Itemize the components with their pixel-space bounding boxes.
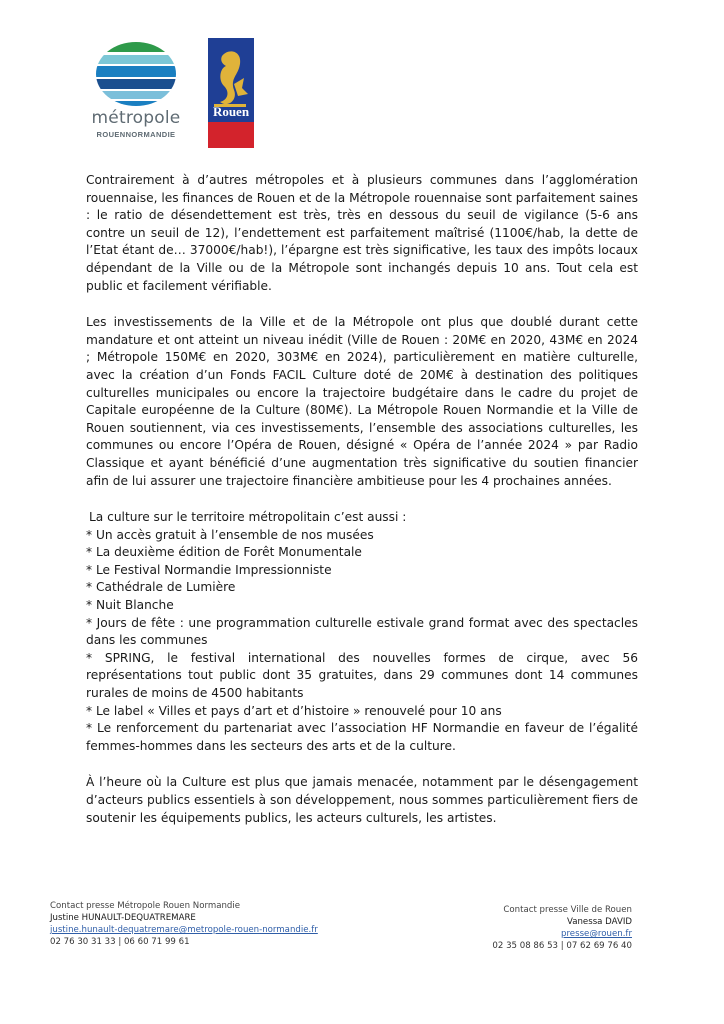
- list-item: * Un accès gratuit à l’ensemble de nos musées: [86, 527, 374, 542]
- paragraph-conclusion: À l’heure où la Culture est plus que jamais menacée, notamment par le désengagement d’acteurs publics essentiels à son développement, nous sommes particulièrement fiers de soutenir les équipements publics, les acteurs culturels, les artistes.: [86, 775, 638, 825]
- contact-name: Justine HUNAULT-DEQUATREMARE: [50, 913, 196, 923]
- contact-title: Contact presse Métropole Rouen Normandie: [50, 901, 241, 911]
- list-item: * Le renforcement du partenariat avec l’association HF Normandie en faveur de l’égalité femmes-hommes dans les secteurs des arts et de la culture.: [86, 721, 638, 753]
- contact-name: Vanessa DAVID: [567, 917, 632, 927]
- metropole-logo-icon: [86, 38, 186, 144]
- rouen-logo-icon: [208, 38, 254, 148]
- list-item: * La deuxième édition de Forêt Monumentale: [86, 545, 362, 560]
- header-logos: [0, 0, 724, 160]
- metropole-wordmark: métropole: [91, 108, 181, 128]
- rouen-wordmark: Rouen: [212, 104, 250, 119]
- paragraph-finances: Contrairement à d’autres métropoles et à plusieurs communes dans l’agglomération rouennaise, les finances de Rouen et de la Métropole rouennaise sont parfaitement saines : le ratio de désendettement est très, très en dessous du seuil de vigilance (5-6 ans contre un seuil de 12), l’endettement est parfaitement maîtrisé (1100€/hab, la dette de l’Etat étant de… 37000€/hab!), l’épargne est très significative, les taux des impôts locaux dépendant de la Ville ou de la Métropole sont inchangés depuis 10 ans. Tout cela est public et facilement vérifiable.: [86, 173, 638, 293]
- list-item: * Jours de fête : une programmation culturelle estivale grand format avec des spectacles dans les communes: [86, 615, 638, 648]
- contact-email-link[interactable]: justine.hunault-dequatremare@metropole-rouen-normandie.fr: [50, 925, 318, 935]
- contact-email-link[interactable]: presse@rouen.fr: [561, 929, 632, 939]
- document-body: [86, 172, 638, 846]
- list-item: * Cathédrale de Lumière: [86, 580, 236, 595]
- contact-phone: 02 76 30 31 33 | 06 60 71 99 61: [50, 937, 190, 947]
- contact-title: Contact presse Ville de Rouen: [503, 905, 632, 915]
- metropole-subtitle: ROUENNORMANDIE: [96, 130, 176, 139]
- list-item: * Le label « Villes et pays d’art et d’histoire » renouvelé pour 10 ans: [86, 703, 502, 718]
- list-item: * SPRING, le festival international des nouvelles formes de cirque, avec 56 représentations tout public dont 35 gratuites, dans 29 communes dont 14 communes rurales de moins de 4500 habitants: [86, 650, 638, 701]
- paragraph-investments: Les investissements de la Ville et de la Métropole ont plus que doublé durant cette mandature et ont atteint un niveau inédit (Ville de Rouen : 20M€ en 2020, 43M€ en 2024 ; Métropole 150M€ en 2020, 303M€ en 2024), particulièrement en matière culturelle, avec la création d’un Fonds FACIL Culture doté de 20M€ à destination des politiques culturelles municipales ou encore la trajectoire budgétaire dans le cadre du projet de Capitale européenne de la Culture (80M€). La Métropole Rouen Normandie et la Ville de Rouen soutiennent, via ces investissements, l’ensemble des associations culturelles, les communes ou encore l’Opéra de Rouen, désigné « Opéra de l’année 2024 » par Radio Classique et ayant bénéficié d’une augmentation très significative du soutien financier afin de lui assurer une trajectoire financière ambitieuse pour les 4 prochaines années.: [86, 315, 638, 488]
- footer: [0, 896, 724, 976]
- culture-intro: La culture sur le territoire métropolitain c’est aussi :: [89, 510, 407, 525]
- list-item: * Nuit Blanche: [86, 598, 174, 613]
- contact-phone: 02 35 08 86 53 | 07 62 69 76 40: [492, 941, 632, 951]
- list-item: * Le Festival Normandie Impressionniste: [86, 562, 332, 577]
- culture-list: [86, 509, 638, 755]
- press-contact-rouen: [492, 904, 632, 952]
- press-contact-metropole: [50, 900, 318, 948]
